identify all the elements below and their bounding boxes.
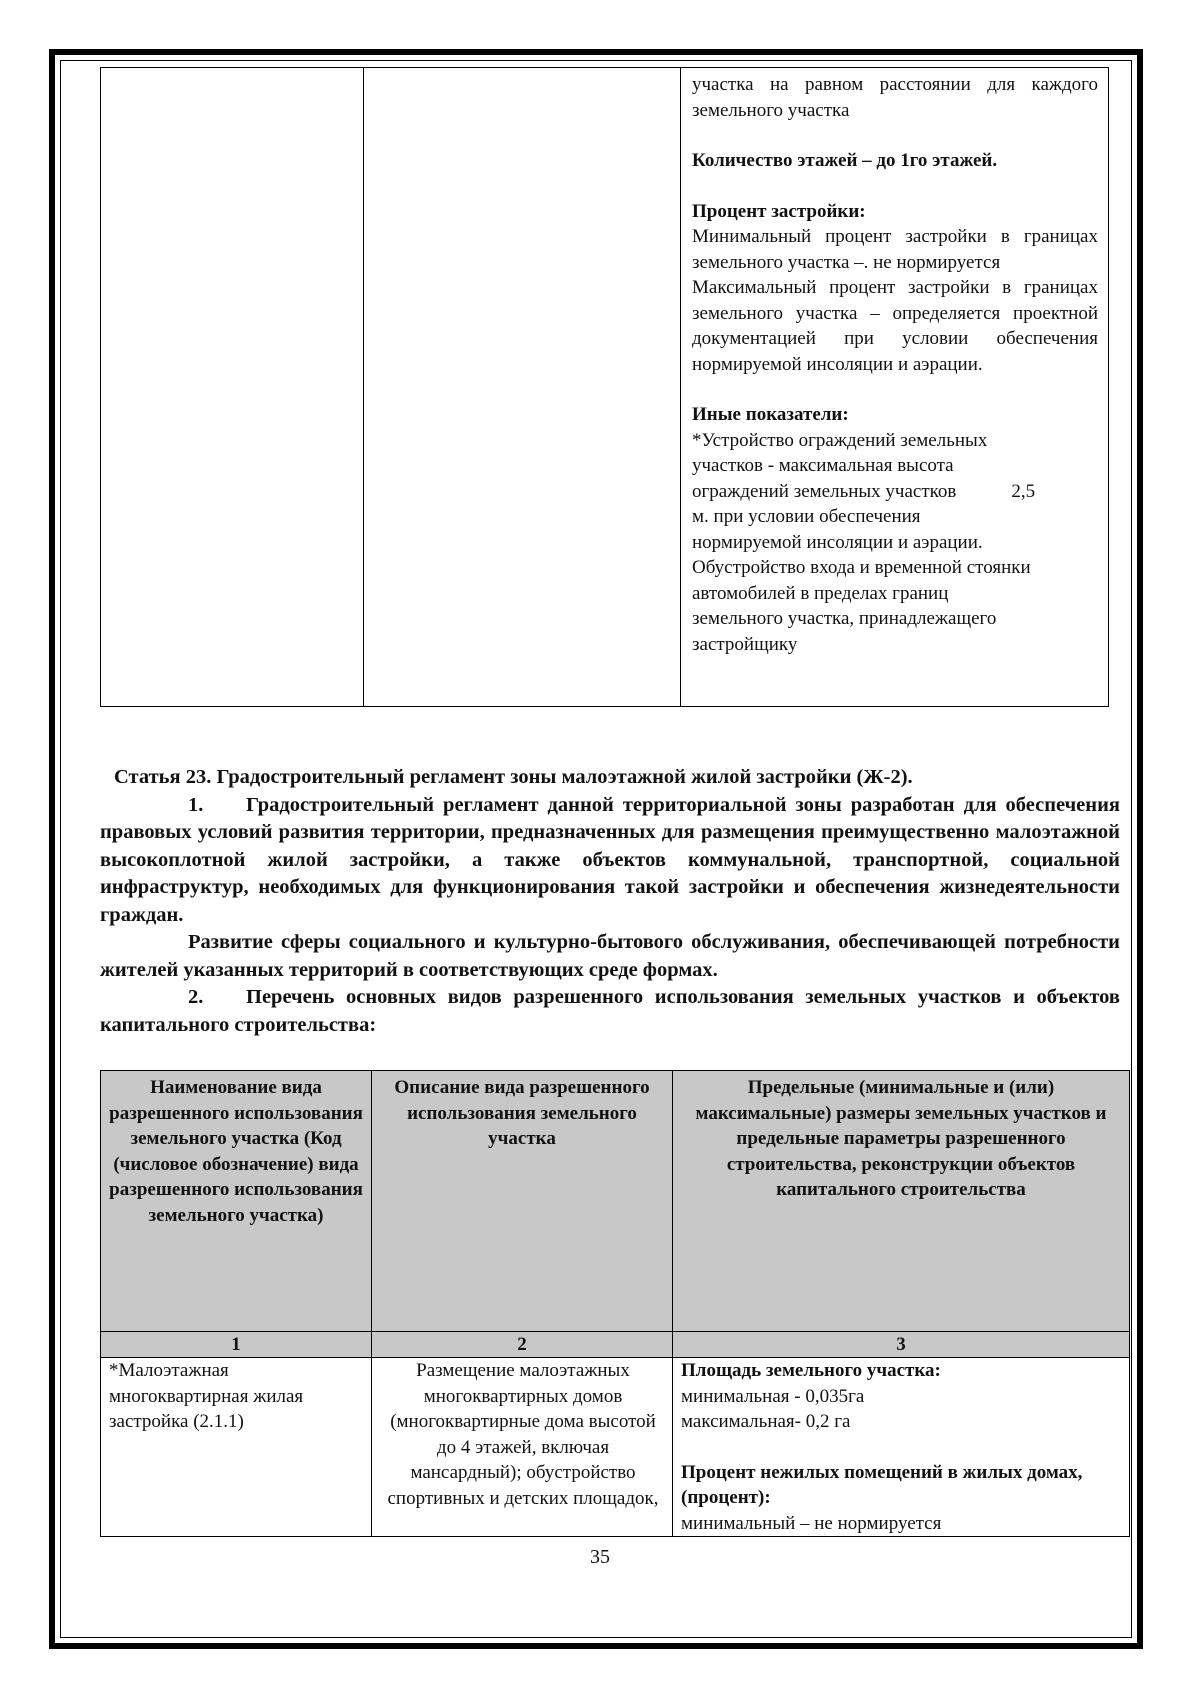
- build-percent-title: Процент застройки:: [692, 200, 866, 222]
- use-name: *Малоэтажная многоквартирная жилая застройка (2.1.1): [101, 1358, 372, 1537]
- fence-line-1: *Устройство ограждений земельных: [692, 429, 988, 451]
- column-number: 1: [101, 1332, 372, 1358]
- entry-line-1: Обустройство входа и временной стоянки: [692, 557, 1031, 578]
- min-build-percent: Минимальный процент застройки в границах земельного участка –. не нормируется: [692, 226, 1098, 273]
- nonresidential-title: Процент нежилых помещений в жилых домах, (процент):: [681, 1461, 1083, 1508]
- header-description: Описание вида разрешенного использования земельного участка: [372, 1071, 673, 1332]
- table-row: [101, 1358, 1130, 1537]
- area-title: Площадь земельного участка:: [681, 1360, 941, 1381]
- area-min: минимальная - 0,035га: [681, 1385, 865, 1407]
- continued-cell-2: [364, 68, 681, 707]
- fence-height-value: 2,5: [1011, 480, 1036, 502]
- column-number-row: [101, 1332, 1130, 1358]
- land-use-table: [100, 1070, 1130, 1537]
- article-paragraph-2: Развитие сферы социального и культурно-бытового обслуживания, обеспечивающей потребности жителей указанных территорий в соответствующих среде формах.: [100, 931, 1120, 981]
- header-parameters: Предельные (минимальные и (или) максимальные) размеры земельных участков и предельные параметры разрешенного строительства, реконструкции объектов капитального строительства: [673, 1071, 1130, 1332]
- floors-limit: Количество этажей – до 1го этажей.: [692, 150, 998, 171]
- table-header-row: [101, 1071, 1130, 1332]
- max-build-percent: Максимальный процент застройки в границах земельного участка – определяется проектной документацией при условии обеспечения нормируемой инсоляции и аэрации.: [692, 277, 1098, 375]
- entry-line-4: застройщику: [692, 633, 798, 655]
- column-number: 3: [673, 1332, 1130, 1358]
- use-parameters: [673, 1358, 1130, 1537]
- article-title: Статья 23. Градостроительный регламент зоны малоэтажной жилой застройки (Ж-2).: [114, 766, 913, 788]
- fence-line-5: нормируемой инсоляции и аэрации.: [692, 531, 983, 553]
- fence-line-4: м. при условии обеспечения: [692, 506, 921, 527]
- entry-line-3: земельного участка, принадлежащего: [692, 608, 997, 629]
- use-description: Размещение малоэтажных многоквартирных домов (многоквартирные дома высотой до 4 этажей, включая мансардный); обустройство спортивных и детских площадок,: [372, 1358, 673, 1537]
- page-number: 35: [590, 1546, 610, 1568]
- other-indicators-title: Иные показатели:: [692, 404, 849, 425]
- continued-cell-1: [101, 68, 364, 707]
- column-number: 2: [372, 1332, 673, 1358]
- area-max: максимальная- 0,2 га: [681, 1411, 851, 1432]
- fence-line-2: участков - максимальная высота: [692, 455, 954, 476]
- continued-table: [100, 67, 1109, 707]
- equal-distance-text: участка на равном расстоянии для каждого земельного участка: [692, 74, 1098, 121]
- nonresidential-min: минимальный – не нормируется: [681, 1512, 942, 1534]
- article-paragraph-3: 2. Перечень основных видов разрешенного использования земельных участков и объектов капитального строительства:: [100, 986, 1120, 1036]
- fence-line-3: [692, 479, 1098, 505]
- article-23: [100, 764, 1120, 1039]
- entry-line-2: автомобилей в пределах границ: [692, 582, 949, 604]
- continued-cell-3: [681, 68, 1109, 707]
- article-paragraph-1: 1. Градостроительный регламент данной территориальной зоны разработан для обеспечения правовых условий развития территории, предназначенных для размещения преимущественно малоэтажной высокоплотной жилой застройки, а также объектов коммунальной, транспортной, социальной инфраструктур, необходимых для функционирования такой застройки и обеспечения жизнедеятельности граждан.: [100, 793, 1120, 926]
- header-name: Наименование вида разрешенного использования земельного участка (Код (числовое обозначение) вида разрешенного использования земельного участка): [101, 1071, 372, 1332]
- fence-text: ограждений земельных участков: [692, 480, 957, 502]
